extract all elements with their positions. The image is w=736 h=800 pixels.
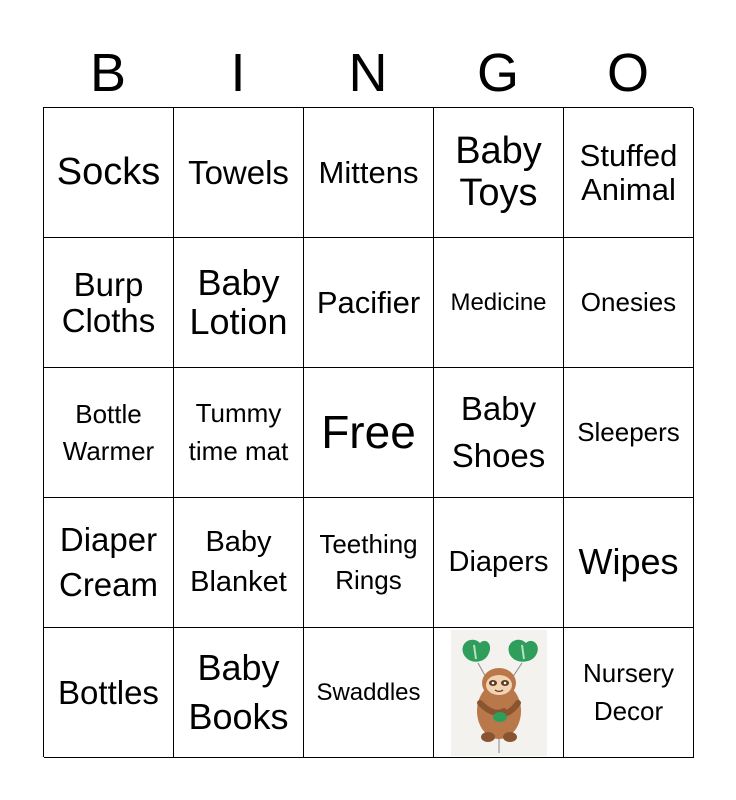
bingo-cell[interactable]: Burp Cloths xyxy=(44,238,174,368)
bingo-cell[interactable]: Wipes xyxy=(564,498,694,628)
bingo-cell[interactable]: Medicine xyxy=(434,238,564,368)
bingo-cell[interactable]: Towels xyxy=(174,108,304,238)
header-letter-o: O xyxy=(606,43,649,103)
bingo-cell[interactable]: Stuffed Animal xyxy=(564,108,694,238)
bingo-cell[interactable]: Bottle Warmer xyxy=(44,368,174,498)
bingo-cell[interactable]: Teething Rings xyxy=(304,498,434,628)
bingo-cell[interactable]: Bottles xyxy=(44,628,174,758)
bingo-header xyxy=(43,38,693,108)
bingo-cell[interactable]: Baby Lotion xyxy=(174,238,304,368)
header-letter-g: G xyxy=(476,43,519,103)
bingo-cell[interactable]: Baby Books xyxy=(174,628,304,758)
header-letter-b: B xyxy=(89,43,127,103)
bingo-cell-image[interactable] xyxy=(434,628,564,758)
header-letter-n: N xyxy=(348,43,388,103)
bingo-cell[interactable]: Baby Shoes xyxy=(434,368,564,498)
bingo-cell[interactable]: Diapers xyxy=(434,498,564,628)
bingo-grid xyxy=(43,107,693,757)
bingo-cell[interactable]: Mittens xyxy=(304,108,434,238)
bingo-cell[interactable]: Diaper Cream xyxy=(44,498,174,628)
bingo-cell[interactable]: Sleepers xyxy=(564,368,694,498)
bingo-cell[interactable]: Pacifier xyxy=(304,238,434,368)
bingo-cell[interactable]: Baby Toys xyxy=(434,108,564,238)
bingo-cell[interactable]: Onesies xyxy=(564,238,694,368)
bingo-cell-free[interactable]: Free xyxy=(304,368,434,498)
header-letter-i: I xyxy=(230,43,246,103)
bingo-cell[interactable]: Nursery Decor xyxy=(564,628,694,758)
bingo-cell[interactable]: Baby Blanket xyxy=(174,498,304,628)
bingo-cell[interactable]: Swaddles xyxy=(304,628,434,758)
bingo-cell[interactable]: Tummy time mat xyxy=(174,368,304,498)
sloth-balloon-icon xyxy=(451,630,547,756)
bingo-cell[interactable]: Socks xyxy=(44,108,174,238)
